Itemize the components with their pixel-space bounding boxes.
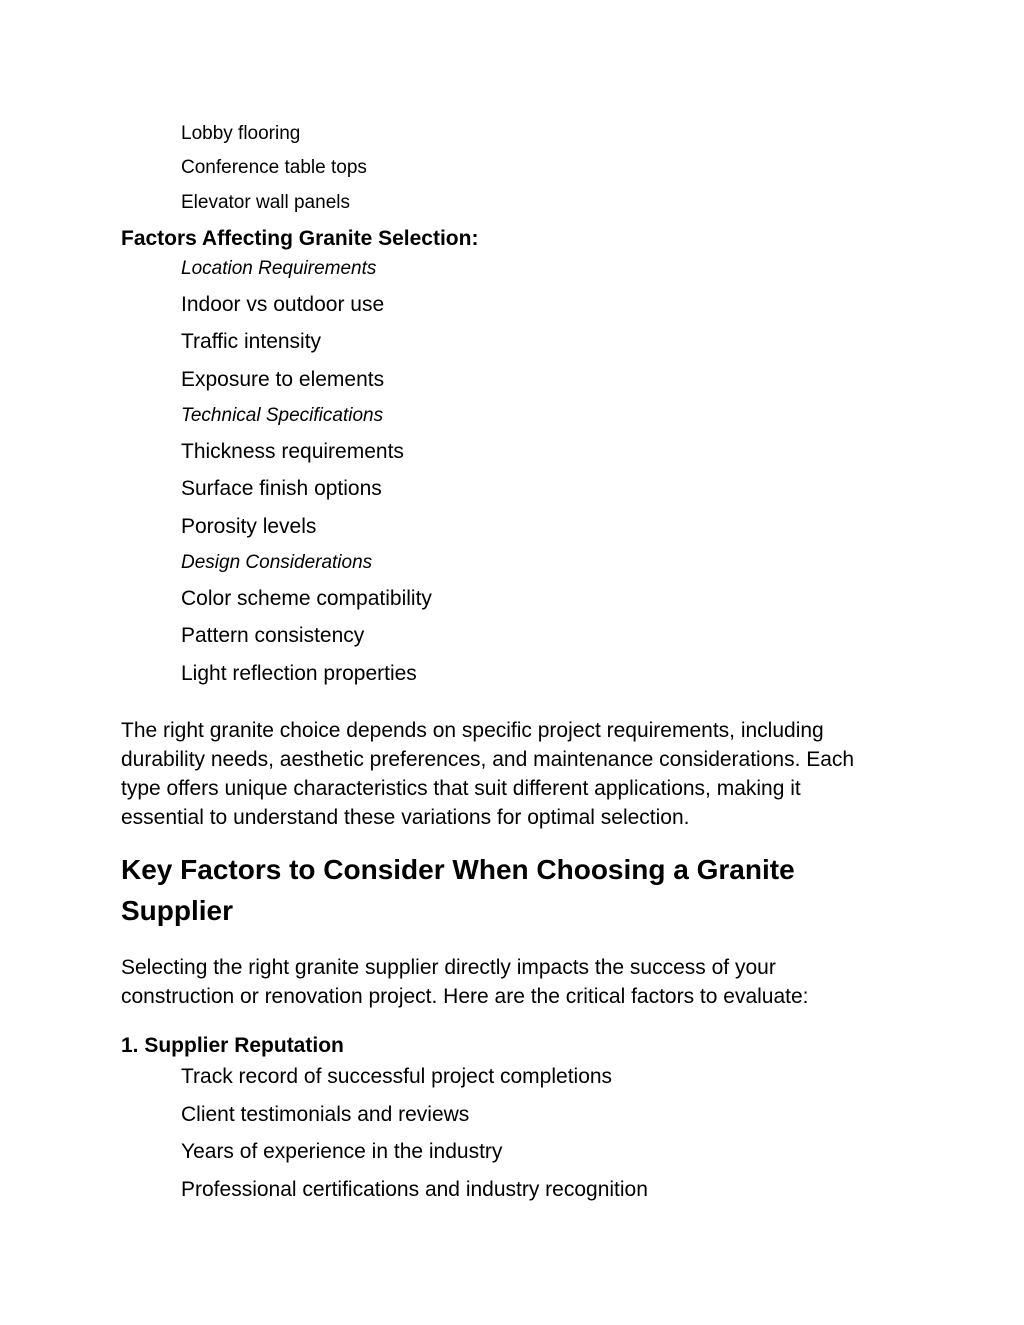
list-item: Light reflection properties — [181, 662, 417, 685]
paragraph-line: construction or renovation project. Here are the critical factors to evaluate: — [121, 985, 809, 1008]
list-item: Thickness requirements — [181, 440, 404, 463]
list-item: Color scheme compatibility — [181, 587, 432, 610]
list-item: Track record of successful project completions — [181, 1065, 613, 1088]
list-item: Client testimonials and reviews — [181, 1103, 470, 1126]
sub-heading: 1. Supplier Reputation — [121, 1034, 344, 1057]
paragraph-line: The right granite choice depends on specific project requirements, including — [121, 719, 824, 742]
group-title: Design Considerations — [181, 552, 373, 573]
group-title: Location Requirements — [181, 258, 377, 279]
list-item: Surface finish options — [181, 477, 382, 500]
paragraph-line: durability needs, aesthetic preferences, and maintenance considerations. Each — [121, 748, 855, 771]
list-item: Indoor vs outdoor use — [181, 293, 385, 316]
factors-heading: Factors Affecting Granite Selection: — [121, 227, 479, 250]
group-title: Technical Specifications — [181, 405, 384, 426]
list-item: Professional certifications and industry recognition — [181, 1178, 648, 1201]
list-item: Lobby flooring — [181, 123, 301, 144]
paragraph-line: essential to understand these variations for optimal selection. — [121, 806, 690, 829]
list-item: Years of experience in the industry — [181, 1140, 503, 1163]
paragraph-line: type offers unique characteristics that suit different applications, making it — [121, 777, 801, 800]
list-item: Porosity levels — [181, 515, 317, 538]
paragraph-line: Selecting the right granite supplier directly impacts the success of your — [121, 956, 776, 979]
section-title: Supplier — [121, 895, 234, 926]
list-item: Elevator wall panels — [181, 192, 350, 213]
list-item: Traffic intensity — [181, 330, 322, 353]
list-item: Pattern consistency — [181, 624, 365, 647]
list-item: Exposure to elements — [181, 368, 385, 391]
list-item: Conference table tops — [181, 157, 367, 178]
section-title: Key Factors to Consider When Choosing a Granite — [121, 854, 795, 885]
